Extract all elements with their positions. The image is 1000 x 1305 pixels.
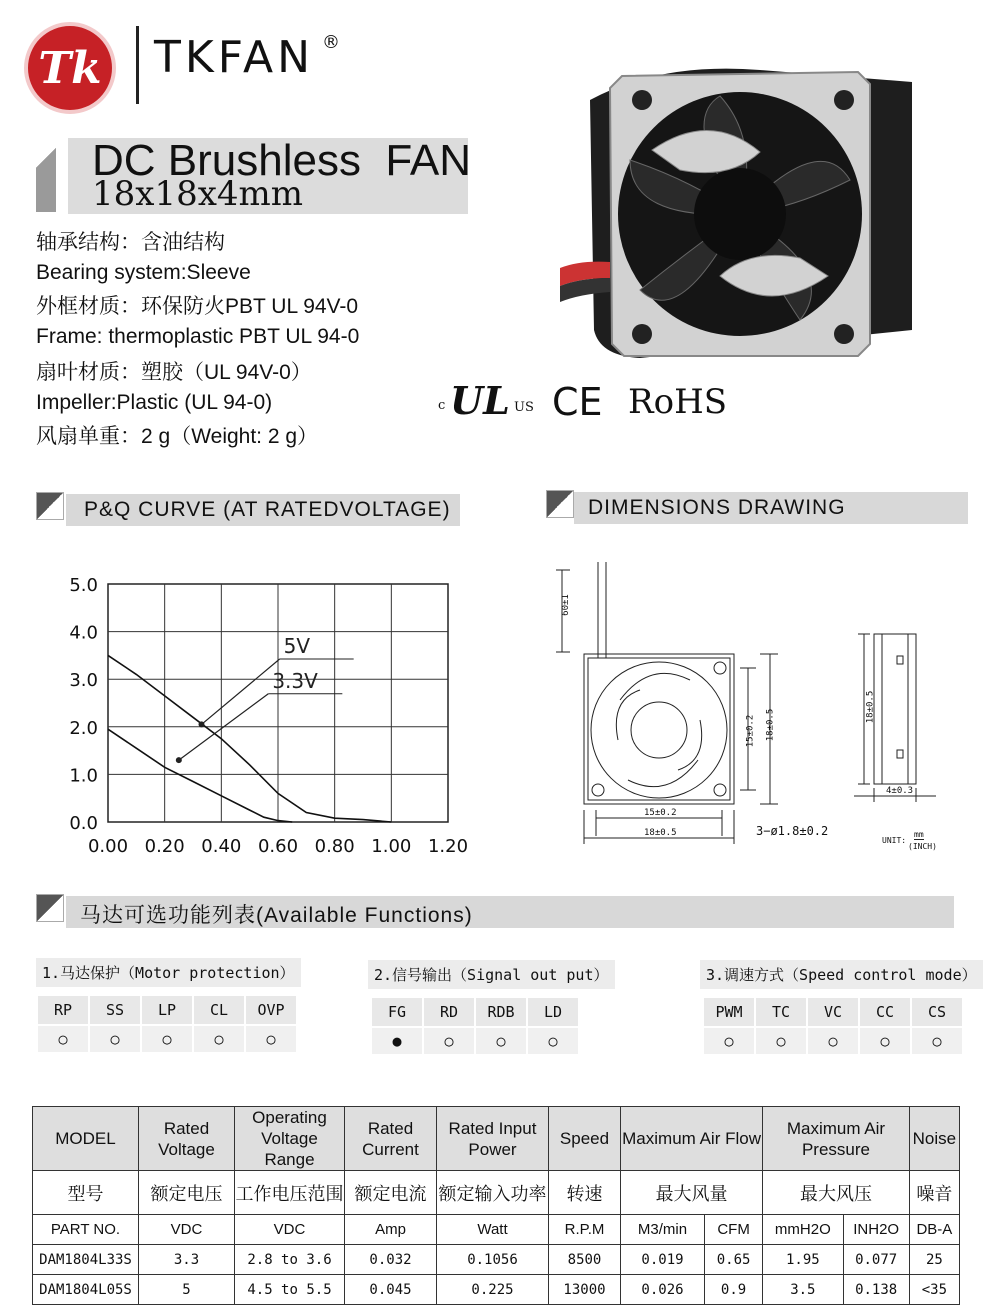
function-value: ○: [756, 1028, 806, 1054]
th-model: MODEL: [33, 1107, 139, 1171]
x-tick-label: 0.40: [201, 836, 242, 857]
dims-section-title: DIMENSIONS DRAWING: [588, 496, 846, 519]
x-tick-label: 0.20: [144, 836, 185, 857]
func-group-signal-title: 2.信号输出（Signal out put）: [368, 960, 615, 989]
function-label: RP: [38, 996, 88, 1024]
cell: DAM1804L05S: [33, 1275, 139, 1305]
pq-section-title: P&Q CURVE (AT RATEDVOLTAGE): [84, 498, 451, 521]
function-label: CL: [194, 996, 244, 1024]
pq-section-mark: [36, 492, 64, 520]
ce-logo: CE: [552, 380, 603, 424]
spec-frame-en: Frame: thermoplastic PBT UL 94-0: [36, 325, 360, 348]
dim-thickness: 4±0.3: [886, 786, 914, 796]
function-label: RDB: [476, 998, 526, 1026]
func-group-motor-title: 1.马达保护（Motor protection）: [36, 958, 301, 987]
spec-table: [32, 1106, 960, 1305]
product-title: DC Brushless FAN: [92, 136, 471, 185]
function-value: ○: [704, 1028, 754, 1054]
unit-vdc: VDC: [139, 1215, 235, 1245]
function-label: LP: [142, 996, 192, 1024]
unit-mmh2o: mmH2O: [763, 1215, 843, 1245]
cell: 0.9: [705, 1275, 763, 1305]
y-tick-label: 0.0: [69, 813, 98, 834]
cell: 5: [139, 1275, 235, 1305]
x-tick-label: 1.00: [371, 836, 412, 857]
cn-operating-range: 工作电压范围: [235, 1171, 345, 1215]
function-value: ○: [860, 1028, 910, 1054]
function-label: OVP: [246, 996, 296, 1024]
dim-side-h: 18±0.5: [865, 690, 876, 724]
rohs-logo: RoHS: [628, 382, 728, 422]
function-value: ○: [476, 1028, 526, 1054]
y-tick-label: 2.0: [69, 717, 98, 739]
unit-vdc-range: VDC: [235, 1215, 345, 1245]
dim-inner-w: 15±0.2: [644, 808, 677, 818]
y-tick-label: 5.0: [69, 575, 98, 596]
function-value: ○: [912, 1028, 962, 1054]
func-group-speed-title: 3.调速方式（Speed control mode）: [700, 960, 983, 989]
cell: 3.5: [763, 1275, 843, 1305]
logo-text: Tk: [38, 42, 102, 94]
y-tick-label: 4.0: [69, 622, 98, 644]
function-value: ○: [246, 1026, 296, 1052]
cn-air-flow: 最大风量: [621, 1171, 763, 1215]
x-tick-label: 0.80: [314, 836, 355, 857]
function-label: LD: [528, 998, 578, 1026]
series-label: 5V: [283, 634, 311, 659]
cell: 4.5 to 5.5: [235, 1275, 345, 1305]
unit-mm: mm: [914, 830, 924, 839]
cn-noise: 噪音: [909, 1171, 959, 1215]
spec-impeller-cn: 扇叶材质：塑胶（UL 94V-0）: [36, 361, 312, 384]
spec-impeller-en: Impeller:Plastic (UL 94-0): [36, 391, 273, 414]
th-air-pressure: Maximum Air Pressure: [763, 1107, 910, 1171]
cell: 0.026: [621, 1275, 705, 1305]
cell: 0.077: [843, 1245, 909, 1275]
function-label: SS: [90, 996, 140, 1024]
function-label: RD: [424, 998, 474, 1026]
dim-outer-h: 18±0.5: [765, 708, 776, 742]
function-label: VC: [808, 998, 858, 1026]
dims-section-mark: [546, 490, 574, 518]
function-value: ○: [808, 1028, 858, 1054]
series-label: 3.3V: [272, 668, 318, 693]
table-row: [33, 1275, 960, 1305]
cn-air-pressure: 最大风压: [763, 1171, 910, 1215]
ul-logo: UL: [450, 378, 510, 423]
brand-name: [154, 32, 344, 83]
spec-weight: 风扇单重：2 g（Weight: 2 g）: [36, 425, 319, 448]
cell: 3.3: [139, 1245, 235, 1275]
ul-us: US: [514, 400, 534, 415]
unit-amp: Amp: [345, 1215, 437, 1245]
x-tick-label: 0.00: [87, 836, 129, 857]
th-rated-voltage: Rated Voltage: [139, 1107, 235, 1171]
cell: 8500: [549, 1245, 621, 1275]
function-label: TC: [756, 998, 806, 1026]
x-tick-label: 0.60: [257, 836, 299, 857]
cn-rated-current: 额定电流: [345, 1171, 437, 1215]
cn-model: 型号: [33, 1171, 139, 1215]
ul-c: c: [438, 398, 446, 413]
dim-inner-h: 15±0.2: [745, 714, 756, 748]
pq-curve-chart: [50, 566, 480, 866]
unit-inh2o: INH2O: [843, 1215, 909, 1245]
th-rated-power: Rated Input Power: [437, 1107, 549, 1171]
functions-section-title: 马达可选功能列表(Available Functions): [80, 904, 473, 927]
function-value: ○: [142, 1026, 192, 1052]
cell: 0.1056: [437, 1245, 549, 1275]
function-label: CC: [860, 998, 910, 1026]
dim-holes: 3−ø1.8±0.2: [756, 824, 829, 838]
function-value: ○: [90, 1026, 140, 1052]
series-line-3v3: [108, 729, 292, 822]
unit-dba: DB-A: [909, 1215, 959, 1245]
unit-label: UNIT:: [882, 836, 907, 845]
unit-cfm: CFM: [705, 1215, 763, 1245]
cell: 2.8 to 3.6: [235, 1245, 345, 1275]
th-operating-range: Operating Voltage Range: [235, 1107, 345, 1171]
cell: 0.225: [437, 1275, 549, 1305]
label-arrow-point: [199, 721, 205, 727]
function-value: ○: [528, 1028, 578, 1054]
y-tick-label: 1.0: [69, 765, 98, 787]
table-header-row: [33, 1107, 960, 1171]
table-row: [33, 1245, 960, 1275]
y-tick-label: 3.0: [69, 670, 98, 692]
table-cn-row: [33, 1171, 960, 1215]
cell: 0.045: [345, 1275, 437, 1305]
th-rated-current: Rated Current: [345, 1107, 437, 1171]
brand-text: TKFAN: [154, 32, 315, 83]
cn-rated-voltage: 额定电压: [139, 1171, 235, 1215]
logo-divider: [136, 26, 139, 104]
function-label: PWM: [704, 998, 754, 1026]
cell: 1.95: [763, 1245, 843, 1275]
function-label: CS: [912, 998, 962, 1026]
th-noise: Noise: [909, 1107, 959, 1171]
cell: DAM1804L33S: [33, 1245, 139, 1275]
registered-mark: ®: [322, 32, 345, 53]
title-accent: [36, 140, 56, 212]
function-value: ●: [372, 1028, 422, 1054]
dimensions-drawing: [540, 550, 980, 860]
th-air-flow: Maximum Air Flow: [621, 1107, 763, 1171]
fan-photo: [560, 40, 920, 360]
spec-frame-cn: 外框材质：环保防火PBT UL 94V-0: [36, 295, 359, 318]
cell: 25: [909, 1245, 959, 1275]
cell: <35: [909, 1275, 959, 1305]
spec-bearing-cn: 轴承结构：含油结构: [36, 231, 225, 254]
unit-rpm: R.P.M: [549, 1215, 621, 1245]
function-value: ○: [194, 1026, 244, 1052]
brand-logo: [24, 22, 116, 114]
table-unit-row: [33, 1215, 960, 1245]
function-label: FG: [372, 998, 422, 1026]
function-value: ○: [424, 1028, 474, 1054]
series-line-5v: [108, 655, 391, 822]
function-value: ○: [38, 1026, 88, 1052]
th-speed: Speed: [549, 1107, 621, 1171]
product-size: 18x18x4mm: [92, 174, 303, 214]
unit-watt: Watt: [437, 1215, 549, 1245]
cell: 0.019: [621, 1245, 705, 1275]
cell: 0.138: [843, 1275, 909, 1305]
unit-m3min: M3/min: [621, 1215, 705, 1245]
cell: 0.65: [705, 1245, 763, 1275]
dim-outer-w: 18±0.5: [644, 828, 677, 838]
unit-part-no: PART NO.: [33, 1215, 139, 1245]
cell: 13000: [549, 1275, 621, 1305]
cn-speed: 转速: [549, 1171, 621, 1215]
unit-inch: (INCH): [908, 842, 937, 851]
cell: 0.032: [345, 1245, 437, 1275]
spec-bearing-en: Bearing system:Sleeve: [36, 261, 251, 284]
functions-section-mark: [36, 894, 64, 922]
x-tick-label: 1.20: [427, 836, 469, 857]
cn-rated-power: 额定输入功率: [437, 1171, 549, 1215]
label-arrow-point: [176, 757, 182, 763]
dim-lead: 60±1: [560, 594, 571, 616]
